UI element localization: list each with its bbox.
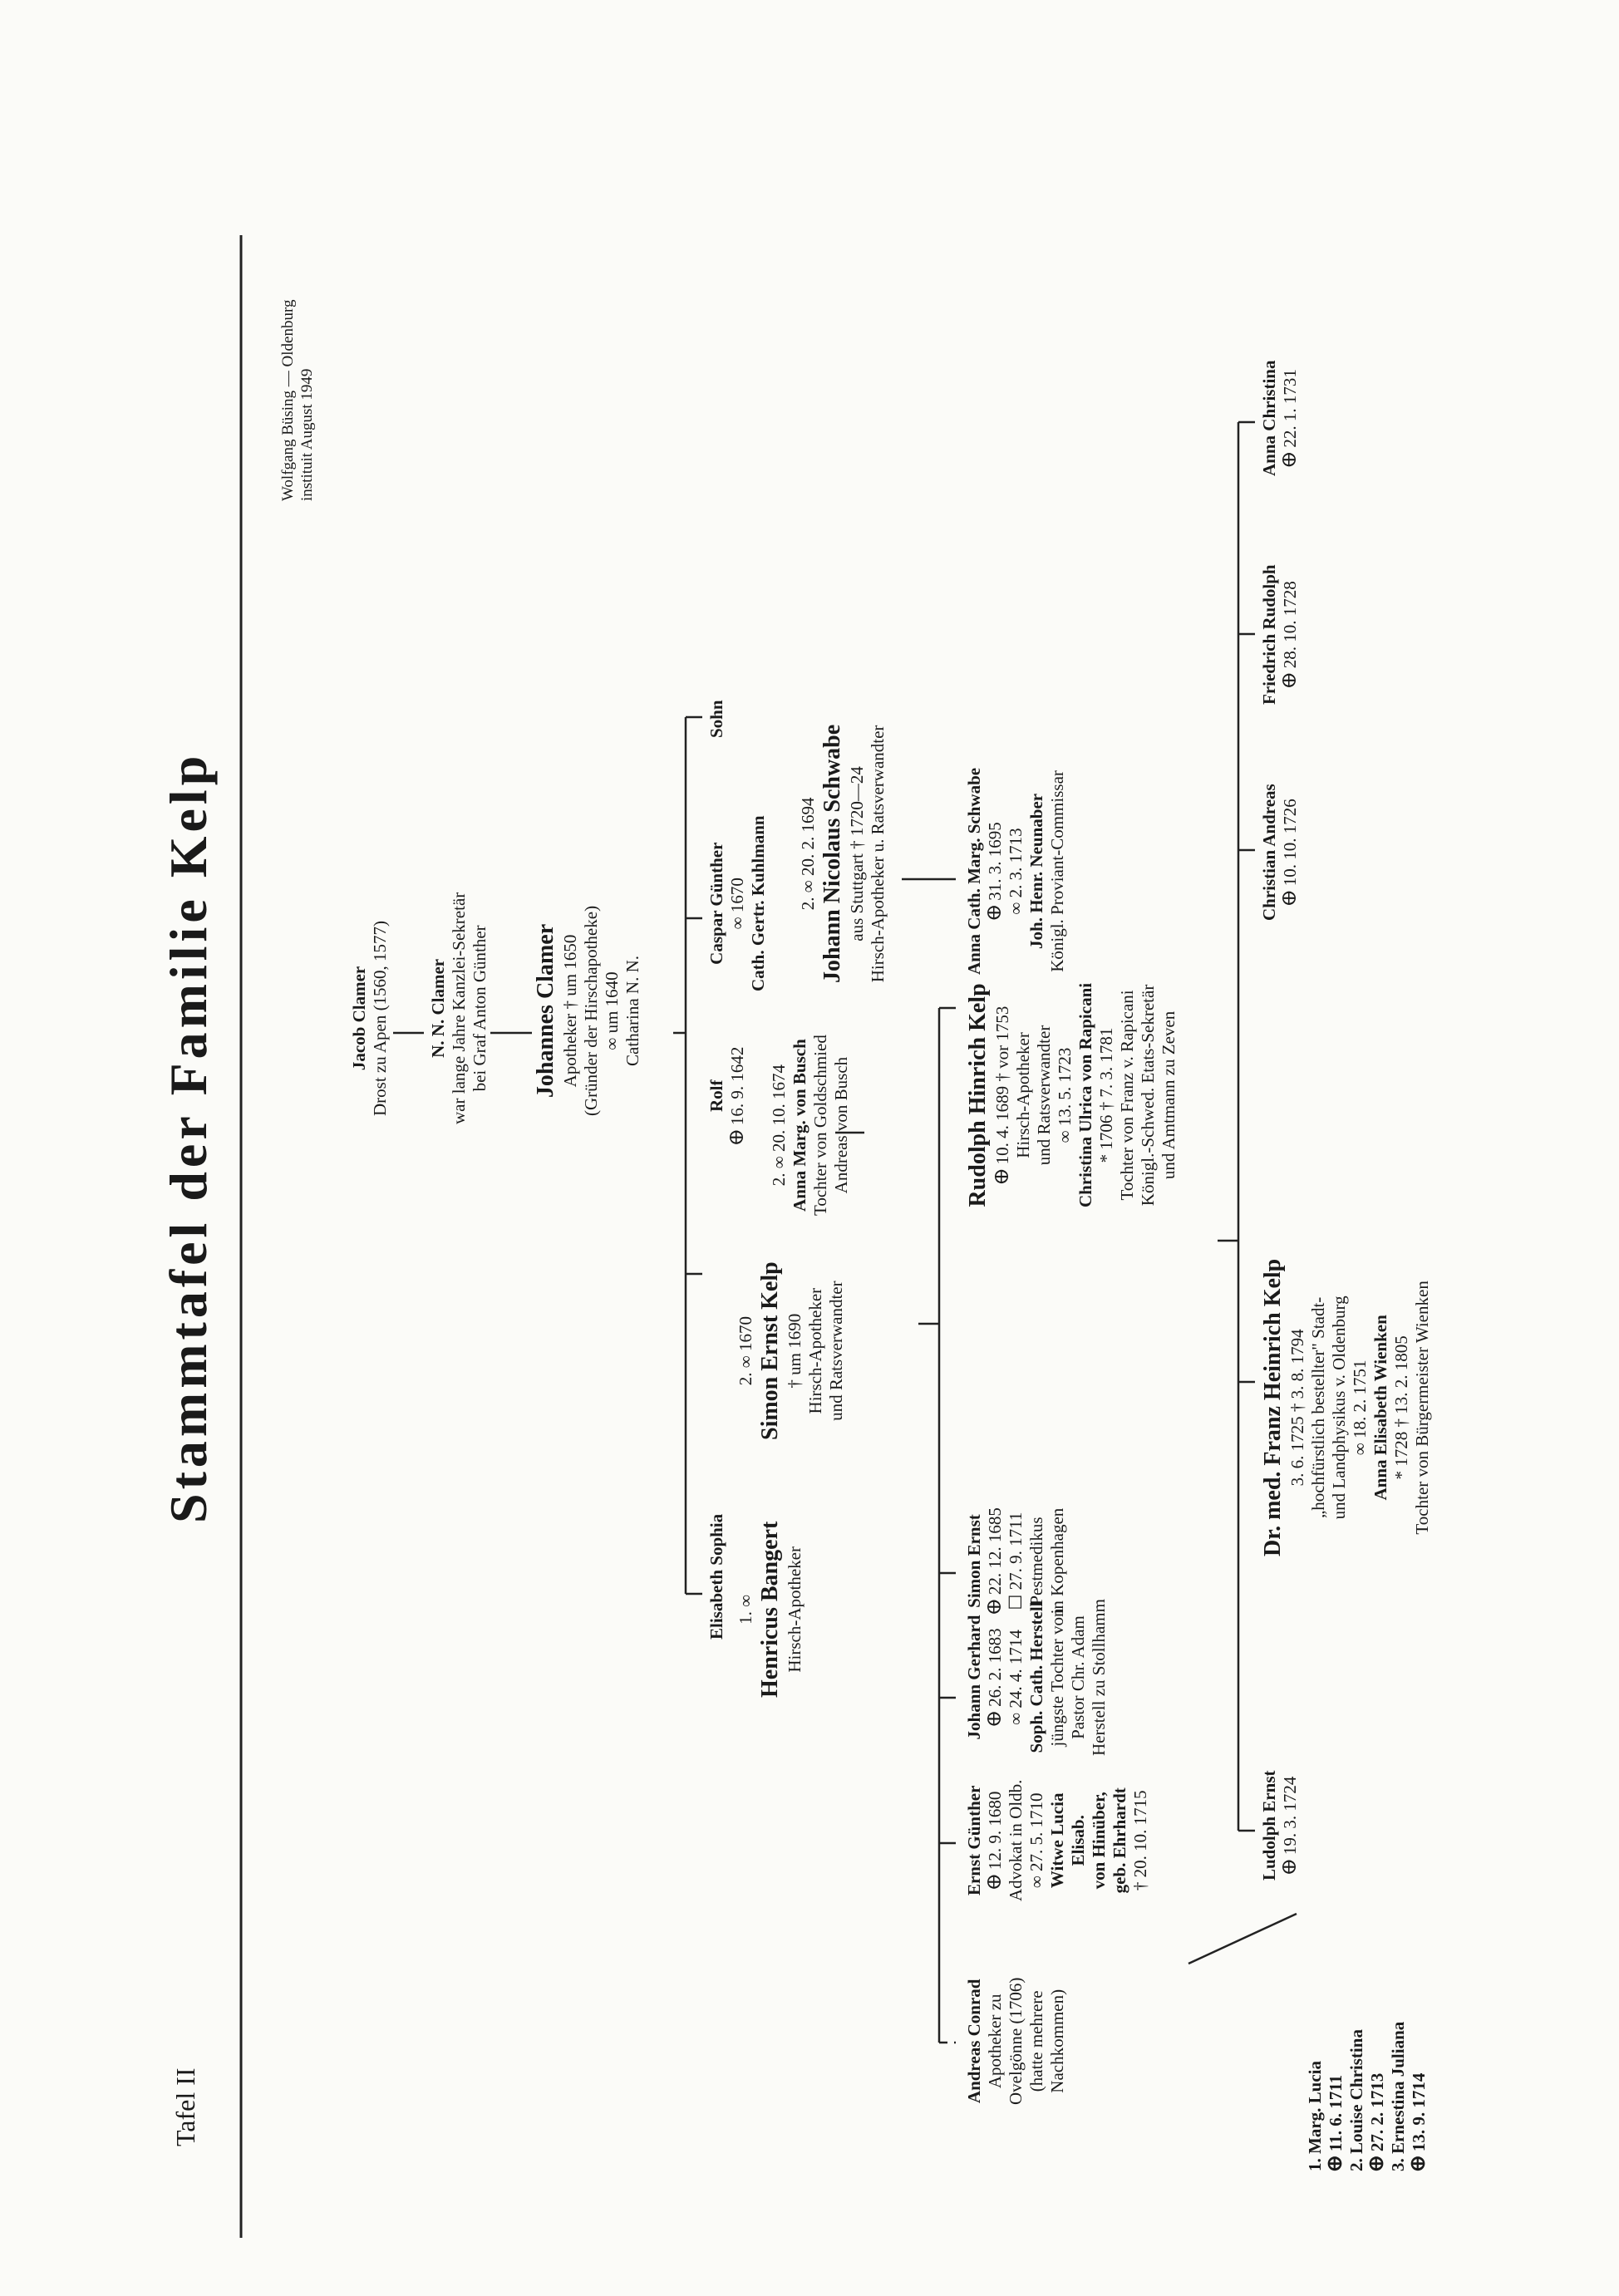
person-ernst-guenther [964,1780,1151,1901]
person-detail: Hirsch-Apotheker [785,1546,805,1673]
person-detail: Tochter von Franz v. Rapicani [1117,990,1137,1201]
person-andreas-conrad [964,1978,1068,2105]
person-detail: ⴲ 10. 10. 1726 [1280,799,1300,907]
child-date: ⴲ 13. 9. 1714 [1409,2072,1429,2171]
person-simon-ernst-kelp [736,1261,847,1440]
person-detail: ⴲ 16. 9. 1642 [727,1046,747,1145]
person-elisabeth-sophia: Elisabeth Sophia [706,1513,726,1640]
source-date: instituit August 1949 [298,368,316,501]
person-detail: und Landphysikus v. Oldenburg [1329,1295,1349,1520]
person-detail: in Kopenhagen [1047,1507,1067,1615]
person-name: Caspar Günther [706,842,726,965]
person-detail: und Ratsverwandter [826,1281,846,1421]
person-detail: und Ratsverwandter [1034,1025,1054,1166]
person-detail: ∞ 24. 4. 1714 [1006,1630,1026,1725]
person-detail: Königl.-Schwed. Etats-Sekretär [1138,984,1158,1207]
person-detail: Hirsch-Apotheker u. Ratsverwandter [868,725,888,983]
person-detail: Anna Elisabeth Wienken [1370,1315,1390,1501]
person-name: Johann Nicolaus Schwabe [819,724,845,983]
person-detail: Catharina N. N. [623,955,642,1066]
bracket-simon-children [939,1008,956,2043]
person-detail: Tochter von Goldschmied [810,1035,830,1216]
person-detail: geb. Ehrhardt [1110,1787,1129,1894]
person-detail: von Hinüber, [1089,1792,1109,1890]
person-detail: Herstell zu Stollhamm [1089,1599,1109,1756]
person-detail: ⴲ 12. 9. 1680 [985,1791,1005,1890]
person-detail: Drost zu Apen (1560, 1577) [370,920,390,1116]
person-name: Simon Ernst [964,1514,984,1608]
person-friedrich-rudolph [1259,564,1301,705]
person-name: N. N. Clamer [428,958,448,1058]
person-sohn: Sohn [706,700,726,738]
person-caspar-guenther [706,815,769,991]
child-louise-christina: 2. Louise Christina [1346,2029,1366,2171]
person-detail: Ovelgönne (1706) [1006,1977,1026,2105]
person-detail: Advokat in Oldb. [1006,1779,1026,1901]
person-name: Johannes Clamer [533,923,559,1099]
source-author: Wolfgang Büsing — Oldenburg [279,299,297,501]
person-detail: war lange Jahre Kanzlei-Sekretär [449,892,469,1124]
person-detail: Königl. Proviant-Commissar [1047,770,1067,972]
person-detail: Apotheker † um 1650 [560,934,580,1088]
person-detail: aus Stuttgart † 1720—24 [847,766,867,942]
person-jacob-clamer [349,921,391,1116]
person-detail: (Gründer der Hirschapotheke) [581,905,601,1116]
page-title: Stammtafel der Familie Kelp [159,751,218,1523]
person-henricus-bangert [736,1522,805,1698]
person-detail: Hirsch-Apotheker [1013,1032,1033,1158]
person-name: Simon Ernst Kelp [757,1261,783,1440]
person-detail: ∞ 1670 [727,878,747,930]
person-detail: Pestmedikus [1026,1517,1046,1605]
person-detail: 3. 6. 1725 † 3. 8. 1794 [1287,1329,1307,1487]
person-detail: bei Graf Anton Günther [470,925,490,1092]
person-nn-clamer [428,892,490,1124]
person-detail: und Amtmann zu Zeven [1159,1010,1179,1180]
person-detail: † um 1690 [785,1313,805,1389]
person-detail: ⴲ 10. 4. 1689 † vor 1753 [992,1005,1012,1185]
person-name: Johann Gerhard [964,1615,984,1740]
person-johann-gerhard [964,1599,1110,1756]
person-name: Andreas Conrad [964,1979,984,2104]
source-note [278,300,317,501]
person-detail: * 1728 † 13. 2. 1805 [1391,1335,1411,1480]
person-detail: ⴲ 22. 12. 1685 [985,1507,1005,1615]
bracket-rudolph-children [1238,422,1255,1831]
person-detail: Witwe Lucia [1047,1792,1067,1889]
person-rudolph-hinrich-kelp [964,983,1179,1207]
person-name: Anna Christina [1259,360,1279,476]
person-name: Christian Andreas [1259,784,1279,921]
person-johann-nicolaus-schwabe [798,725,888,983]
children-ernst-guenther [1305,2022,1430,2171]
person-detail: (hatte mehrere [1026,1990,1046,2092]
person-name: Ernst Günther [964,1785,984,1896]
person-detail: ⴲ 31. 3. 1695 [985,822,1005,921]
person-detail: ⴲ 22. 1. 1731 [1280,369,1300,468]
person-name: Anna Cath. Marg. Schwabe [964,767,984,975]
connector-ernst-children [1188,1914,1297,1964]
person-detail: ∞ um 1640 [602,971,622,1050]
marriage-prefix: 2. ∞ 1670 [736,1316,755,1386]
person-simon-ernst-jr [964,1507,1068,1615]
person-detail: ∞ 2. 3. 1713 [1006,828,1026,915]
person-christian-andreas [1259,784,1301,921]
person-detail: Andreas von Busch [831,1056,851,1194]
child-date: ⴲ 27. 2. 1713 [1367,2072,1387,2171]
bracket-johannes-children [686,717,702,1594]
person-name: Ludolph Ernst [1259,1770,1279,1881]
child-ernestina-juliana: 3. Ernestina Juliana [1388,2021,1408,2171]
person-name: Anna Marg. von Busch [790,1039,810,1212]
person-name: Jacob Clamer [349,966,369,1071]
person-detail: Pastor Chr. Adam [1068,1615,1088,1739]
person-name: Rudolph Hinrich Kelp [965,983,991,1207]
person-name: Friedrich Rudolph [1259,564,1279,705]
person-detail: * 1706 † 7. 3. 1781 [1096,1027,1116,1163]
marriage-prefix: 2. ∞ 20. 10. 1674 [769,1064,789,1187]
person-detail: Soph. Cath. Herstell [1026,1601,1046,1753]
child-marg-lucia: 1. Marg. Lucia [1305,2061,1325,2171]
person-rolf [706,1047,748,1145]
person-anna-marg-von-busch [769,1035,852,1216]
person-franz-heinrich-kelp [1259,1259,1433,1556]
marriage-prefix: 1. ∞ [736,1594,755,1625]
child-date: ⴲ 11. 6. 1711 [1326,2074,1346,2171]
person-detail: ⴲ 28. 10. 1728 [1280,581,1300,689]
person-detail: „hochfürstlich bestellter" Stadt- [1308,1296,1328,1519]
person-detail: ⴲ 26. 2. 1683 [985,1628,1005,1727]
person-detail: ∞ 18. 2. 1751 [1350,1359,1370,1456]
person-name: Rolf [706,1079,726,1113]
person-detail: ☐ 27. 9. 1711 [1006,1512,1026,1610]
person-ludolph-ernst [1259,1771,1301,1881]
person-detail: jüngste Tochter von [1047,1608,1067,1747]
person-detail: Apotheker zu [985,1994,1005,2089]
person-detail: Tochter von Bürgermeister Wienken [1412,1281,1432,1535]
person-detail: ∞ 27. 5. 1710 [1026,1792,1046,1889]
person-detail: Cath. Gertr. Kuhlmann [748,815,768,991]
tafel-label: Tafel II [170,2067,200,2146]
person-anna-christina [1259,361,1301,476]
person-johannes-clamer [532,906,643,1116]
person-anna-cath-marg-schwabe [964,768,1068,975]
person-detail: ⴲ 19. 3. 1724 [1280,1776,1300,1875]
person-detail: Nachkommen) [1047,1989,1067,2093]
person-detail: † 20. 10. 1715 [1130,1790,1150,1891]
person-detail: Elisab. [1068,1815,1088,1866]
person-name: Dr. med. Franz Heinrich Kelp [1260,1258,1286,1556]
person-name: Henricus Bangert [757,1521,783,1698]
person-detail: ∞ 13. 5. 1723 [1055,1047,1075,1143]
marriage-prefix: 2. ∞ 20. 2. 1694 [798,797,818,911]
person-detail: Hirsch-Apotheker [805,1287,825,1414]
person-detail: Christina Ulrica von Rapicani [1075,982,1095,1207]
person-detail: Joh. Henr. Neunaber [1026,793,1046,949]
